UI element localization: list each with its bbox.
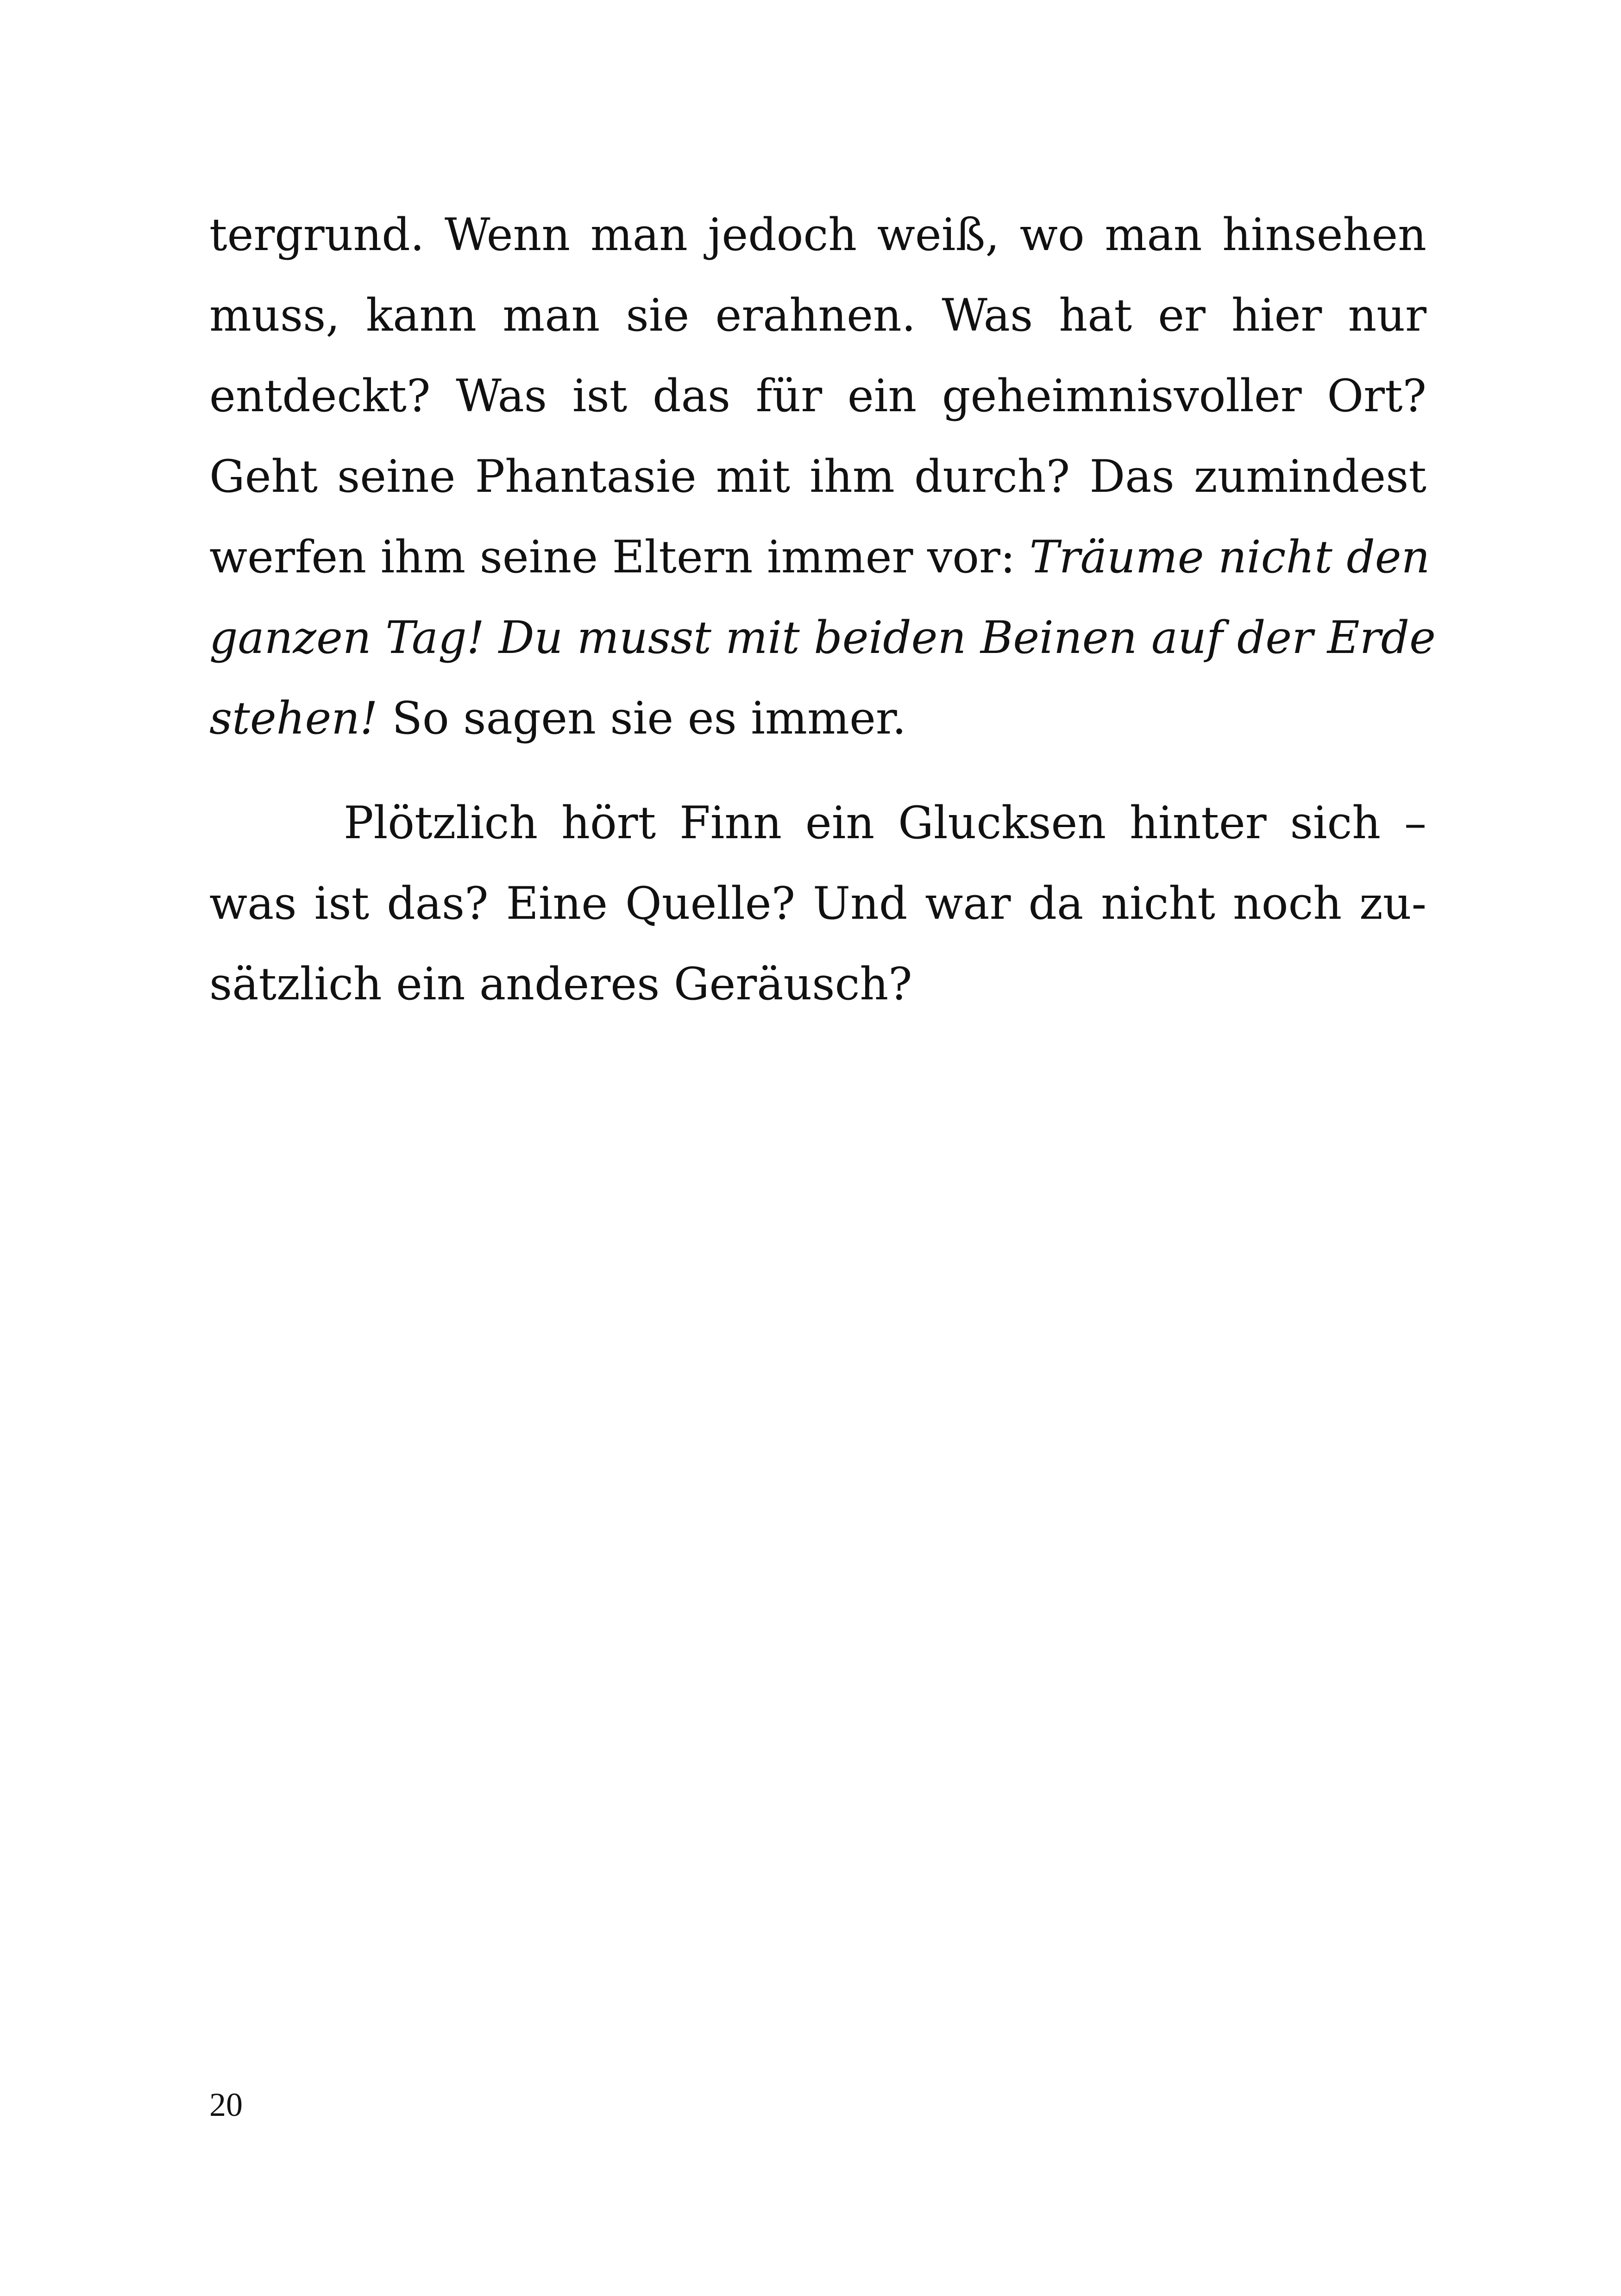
- text-line: muss, kann man sie erahnen. Was hat er hier nur: [209, 289, 1426, 341]
- text-line: Plötzlich hört Finn ein Glucksen hinter sich –: [344, 797, 1426, 849]
- text-line: [209, 517, 1430, 597]
- text-line: entdeckt? Was ist das für ein geheimnisvoller Ort?: [209, 370, 1426, 422]
- text-line: Geht seine Phantasie mit ihm durch? Das zumindest: [209, 451, 1426, 502]
- italic-quote: ganzen Tag! Du musst mit beiden Beinen auf der Erde: [209, 612, 1436, 664]
- italic-quote: Träume nicht den: [1029, 531, 1430, 583]
- text-line: [209, 678, 1426, 759]
- text-line: was ist das? Eine Quelle? Und war da nicht noch zu-: [209, 878, 1426, 929]
- text-line: tergrund. Wenn man jedoch weiß, wo man hinsehen: [209, 209, 1426, 261]
- italic-quote: stehen!: [209, 692, 378, 744]
- text-span: So sagen sie es immer.: [377, 692, 906, 744]
- text-line: sätzlich ein anderes Geräusch?: [209, 958, 912, 1010]
- body-text: [209, 194, 1436, 1024]
- text-span: werfen ihm seine Eltern immer vor:: [209, 531, 1030, 583]
- paragraph-gap: [209, 759, 1426, 783]
- page-number: 20: [209, 2086, 243, 2123]
